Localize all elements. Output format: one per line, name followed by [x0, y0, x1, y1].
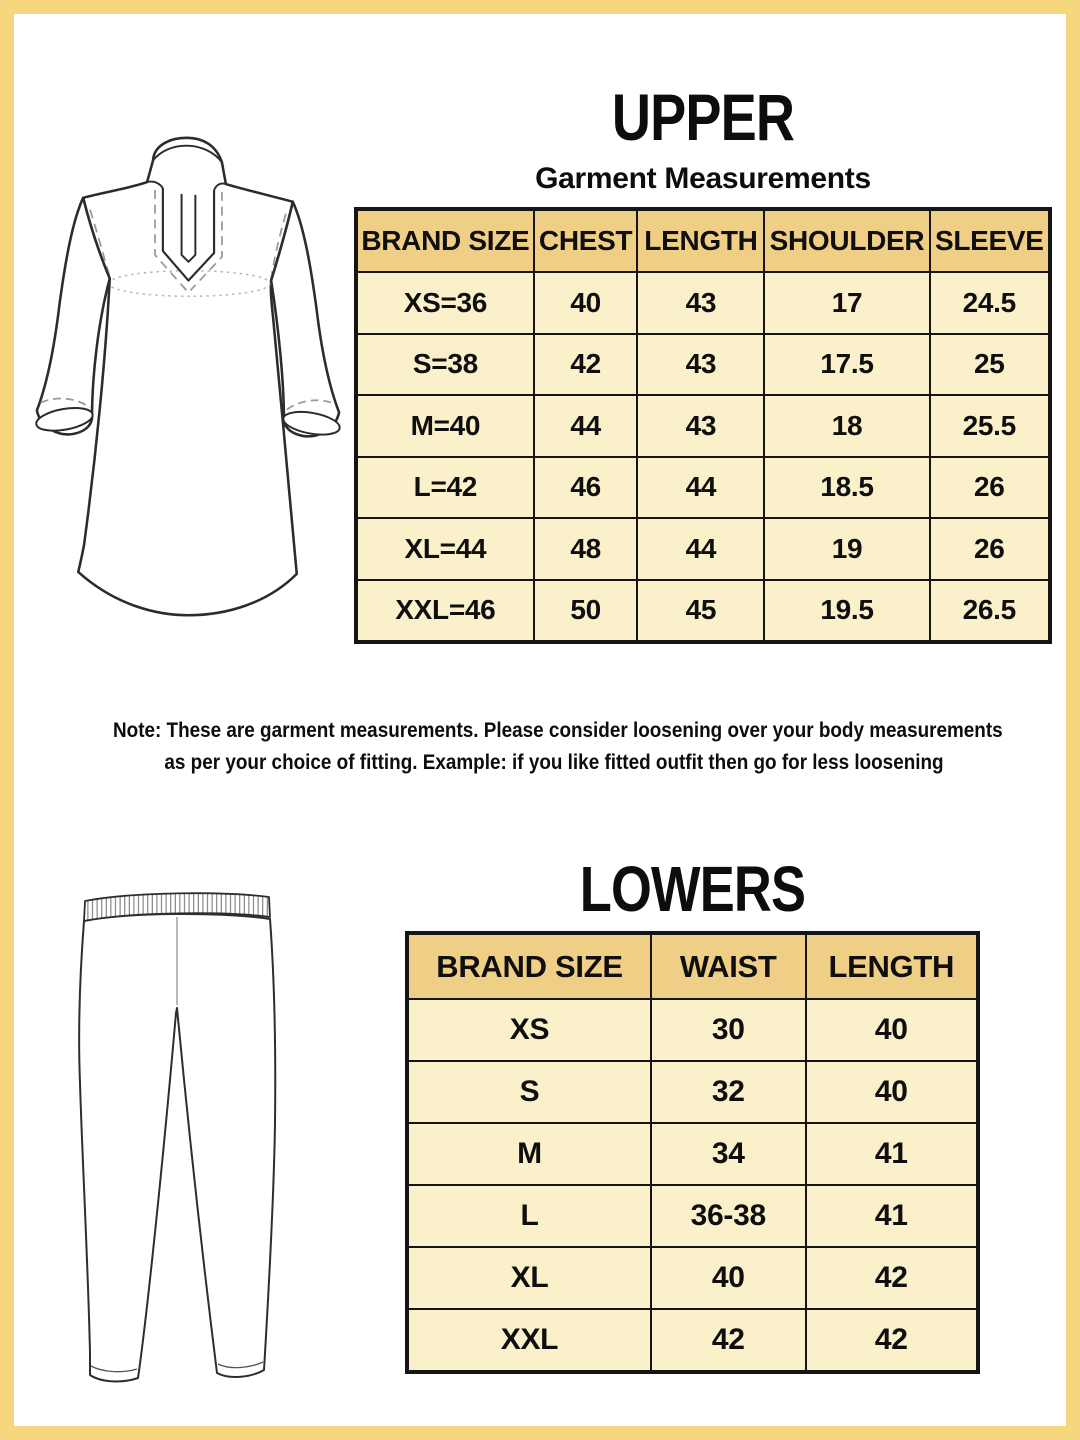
table-cell: 26.5: [930, 580, 1050, 643]
table-cell: 42: [534, 334, 638, 396]
table-cell: XXL=46: [356, 580, 534, 643]
column-header: BRAND SIZE: [407, 933, 651, 999]
table-cell: 46: [534, 457, 638, 519]
upper-measurements-table: [354, 207, 1052, 644]
column-header: SLEEVE: [930, 209, 1050, 272]
table-cell: 19.5: [764, 580, 929, 643]
table-cell: 24.5: [930, 272, 1050, 334]
table-cell: 18.5: [764, 457, 929, 519]
table-cell: 43: [637, 334, 764, 396]
table-cell: XL: [407, 1247, 651, 1309]
note-line-1: Note: These are garment measurements. Please consider loosening over your body measurements: [113, 719, 1003, 742]
table-cell: 41: [806, 1123, 978, 1185]
table-row: [356, 457, 1050, 519]
table-cell: 50: [534, 580, 638, 643]
table-cell: 30: [651, 999, 806, 1061]
table-cell: 17: [764, 272, 929, 334]
table-row: [356, 518, 1050, 580]
table-row: [407, 1061, 978, 1123]
table-cell: L=42: [356, 457, 534, 519]
table-cell: 43: [637, 272, 764, 334]
lowers-section-title: LOWERS: [579, 853, 806, 925]
table-cell: 43: [637, 395, 764, 457]
table-row: [356, 395, 1050, 457]
column-header: WAIST: [651, 933, 806, 999]
table-cell: 40: [534, 272, 638, 334]
header-row: [407, 933, 978, 999]
table-cell: 41: [806, 1185, 978, 1247]
pants-illustration: [72, 882, 282, 1394]
table-cell: 40: [806, 999, 978, 1061]
table-row: [407, 1309, 978, 1372]
kurta-illustration: [29, 126, 344, 628]
header-row: [356, 209, 1050, 272]
table-cell: 44: [534, 395, 638, 457]
table-cell: L: [407, 1185, 651, 1247]
table-row: [407, 1247, 978, 1309]
table-cell: 40: [651, 1247, 806, 1309]
table-cell: 42: [806, 1247, 978, 1309]
table-row: [407, 1185, 978, 1247]
column-header: LENGTH: [637, 209, 764, 272]
column-header: BRAND SIZE: [356, 209, 534, 272]
table-cell: 26: [930, 457, 1050, 519]
table-cell: 18: [764, 395, 929, 457]
column-header: LENGTH: [806, 933, 978, 999]
table-cell: XL=44: [356, 518, 534, 580]
table-cell: 32: [651, 1061, 806, 1123]
table-row: [356, 334, 1050, 396]
table-cell: XXL: [407, 1309, 651, 1372]
pants-line-drawing-icon: [72, 882, 282, 1394]
table-cell: 34: [651, 1123, 806, 1185]
table-cell: 44: [637, 518, 764, 580]
upper-section-subtitle: Garment Measurements: [535, 162, 871, 195]
upper-section-title: UPPER: [611, 80, 795, 154]
table-row: [356, 272, 1050, 334]
table-cell: 17.5: [764, 334, 929, 396]
table-row: [407, 1123, 978, 1185]
table-cell: M: [407, 1123, 651, 1185]
table-cell: 36-38: [651, 1185, 806, 1247]
table-cell: 42: [806, 1309, 978, 1372]
table-cell: 25.5: [930, 395, 1050, 457]
table-cell: 25: [930, 334, 1050, 396]
table-cell: 19: [764, 518, 929, 580]
measurement-note: [113, 715, 1003, 779]
table-cell: 48: [534, 518, 638, 580]
table-cell: 42: [651, 1309, 806, 1372]
lowers-measurements-table: [405, 931, 980, 1374]
table-cell: M=40: [356, 395, 534, 457]
note-line-2: as per your choice of fitting. Example: if you like fitted outfit then go for less loosening: [164, 751, 944, 774]
table-cell: XS: [407, 999, 651, 1061]
table-cell: S: [407, 1061, 651, 1123]
table-cell: S=38: [356, 334, 534, 396]
table-cell: 40: [806, 1061, 978, 1123]
table-row: [356, 580, 1050, 643]
kurta-line-drawing-icon: [29, 126, 344, 628]
table-cell: 26: [930, 518, 1050, 580]
table-row: [407, 999, 978, 1061]
table-cell: 45: [637, 580, 764, 643]
column-header: SHOULDER: [764, 209, 929, 272]
column-header: CHEST: [534, 209, 638, 272]
table-cell: XS=36: [356, 272, 534, 334]
table-cell: 44: [637, 457, 764, 519]
